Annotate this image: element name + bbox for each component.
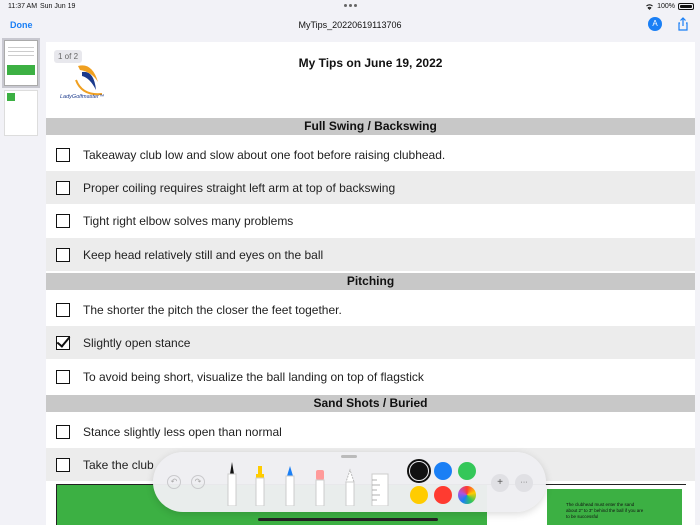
tip-checkbox[interactable] xyxy=(56,214,70,228)
tip-checkbox[interactable] xyxy=(56,181,70,195)
battery-icon xyxy=(678,3,694,10)
page-title: My Tips on June 19, 2022 xyxy=(298,56,443,70)
tip-text: Keep head relatively still and eyes on the ball xyxy=(83,247,324,262)
tip-text: Stance slightly less open than normal xyxy=(83,424,282,439)
page-thumbnails xyxy=(0,38,46,525)
document-title: MyTips_20220619113706 xyxy=(298,20,402,30)
status-time: 11:37 AM xyxy=(8,3,38,10)
thumbnail-page-2[interactable] xyxy=(4,90,38,136)
tip-row xyxy=(46,171,695,204)
tip-row xyxy=(46,415,695,448)
tip-text: Slightly open stance xyxy=(83,335,191,350)
lasso-tool-icon[interactable] xyxy=(343,468,357,506)
logo-text: LadyGolfmaster™ xyxy=(60,94,105,100)
tip-checkbox[interactable] xyxy=(56,303,70,317)
done-button[interactable]: Done xyxy=(10,20,33,30)
tip-row xyxy=(46,138,695,171)
tip-text: Takeaway club low and slow about one foot before raising clubhead. xyxy=(83,147,446,162)
multitasking-dots[interactable] xyxy=(344,4,357,7)
share-icon[interactable] xyxy=(676,17,690,31)
section-header: Full Swing / Backswing xyxy=(46,118,695,135)
pencil-tool-icon[interactable] xyxy=(283,464,297,506)
markup-icon[interactable]: A xyxy=(648,17,662,31)
tip-text: To avoid being short, visualize the ball landing on top of flagstick xyxy=(83,369,424,384)
tip-checkbox[interactable] xyxy=(56,458,70,472)
marker-tool-icon[interactable] xyxy=(253,464,267,506)
wifi-icon xyxy=(645,3,654,10)
color-black-swatch[interactable] xyxy=(410,462,428,480)
tip-text: Take the club xyxy=(83,457,154,472)
tip-row xyxy=(46,326,695,359)
eraser-tool-icon[interactable] xyxy=(313,468,327,506)
nav-bar xyxy=(0,14,700,38)
pen-tool-icon[interactable] xyxy=(225,460,239,506)
color-picker-icon[interactable] xyxy=(458,486,476,504)
color-green-swatch[interactable] xyxy=(458,462,476,480)
tip-checkbox[interactable] xyxy=(56,370,70,384)
add-shape-button[interactable]: + xyxy=(491,474,509,492)
thumbnail-page-1[interactable] xyxy=(4,40,38,86)
tip-text: Proper coiling requires straight left arm at top of backswing xyxy=(83,180,396,195)
home-indicator[interactable] xyxy=(258,518,438,521)
tip-row xyxy=(46,293,695,326)
ruler-tool-icon[interactable] xyxy=(371,472,389,506)
tip-checkbox[interactable] xyxy=(56,425,70,439)
tip-row xyxy=(46,360,695,393)
color-red-swatch[interactable] xyxy=(434,486,452,504)
tip-text: Tight right elbow solves many problems xyxy=(83,213,294,228)
section-header: Sand Shots / Buried xyxy=(46,395,695,412)
battery-percent: 100% xyxy=(657,3,675,10)
diagram-note: The clubhead must enter the sand about 2" to 3" behind the ball if you are to be successful xyxy=(566,502,644,519)
page-count-badge: 1 of 2 xyxy=(54,50,82,63)
color-blue-swatch[interactable] xyxy=(434,462,452,480)
tip-row xyxy=(46,204,695,237)
tip-row xyxy=(46,238,695,271)
redo-icon[interactable]: ↷ xyxy=(191,475,205,489)
undo-icon[interactable]: ↶ xyxy=(167,475,181,489)
section-header: Pitching xyxy=(46,273,695,290)
color-yellow-swatch[interactable] xyxy=(410,486,428,504)
tip-checkbox-checked[interactable] xyxy=(56,336,70,350)
markup-toolbar xyxy=(153,452,546,512)
tip-checkbox[interactable] xyxy=(56,148,70,162)
status-bar xyxy=(0,0,700,14)
tip-checkbox[interactable] xyxy=(56,248,70,262)
more-options-button[interactable]: ··· xyxy=(515,474,533,492)
status-date: Sun Jun 19 xyxy=(40,3,76,10)
tip-text: The shorter the pitch the closer the feet together. xyxy=(83,302,342,317)
toolbar-grabber[interactable] xyxy=(341,455,357,458)
